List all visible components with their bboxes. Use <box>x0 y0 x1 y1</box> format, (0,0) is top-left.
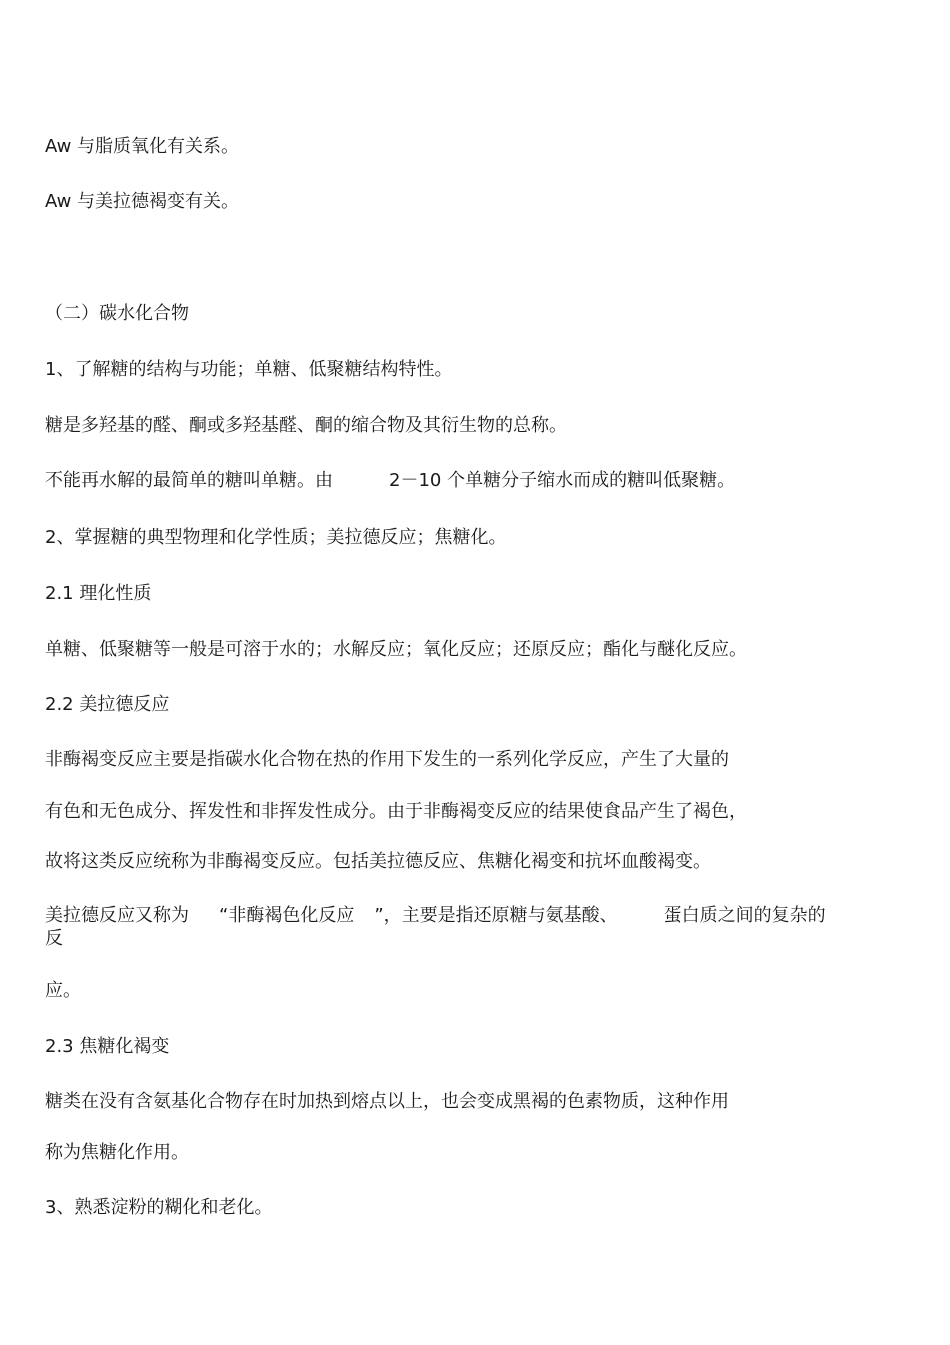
paragraph-nonenzymatic-1: 非酶褐变反应主要是指碳水化合物在热的作用下发生的一系列化学反应，产生了大量的 <box>45 749 729 770</box>
subheading-2-1: 2.1 理化性质 <box>45 583 152 604</box>
maillard-part-c: ”，主要是指还原糖与氨基酸、 <box>374 905 618 926</box>
subheading-2-2: 2.2 美拉德反应 <box>45 694 170 715</box>
paragraph-sugar-definition: 糖是多羟基的醛、酮或多羟基醛、酮的缩合物及其衍生物的总称。 <box>45 415 567 436</box>
section-heading-carbohydrates: （二）碳水化合物 <box>45 303 189 324</box>
paragraph-monosaccharide-definition <box>45 469 735 493</box>
paragraph-maillard-end: 应。 <box>45 980 81 1001</box>
maillard-part-b: “非酶褐色化反应 <box>219 905 355 926</box>
maillard-wrap: 反 <box>45 928 63 949</box>
list-item-3: 3、熟悉淀粉的糊化和老化。 <box>45 1197 273 1218</box>
paragraph-nonenzymatic-3: 故将这类反应统称为非酶褐变反应。包括美拉德反应、焦糖化褐变和抗坏血酸褐变。 <box>45 851 711 872</box>
paragraph-caramel-2: 称为焦糖化作用。 <box>45 1142 189 1163</box>
maillard-part-d: 蛋白质之间的复杂的 <box>663 905 826 926</box>
mono-def-part-b: 2－10 个单糖分子缩水而成的糖叫低聚糖。 <box>389 470 736 491</box>
paragraph-maillard-definition <box>45 904 826 928</box>
subheading-2-3: 2.3 焦糖化褐变 <box>45 1036 170 1057</box>
paragraph-properties: 单糖、低聚糖等一般是可溶于水的；水解反应；氧化反应；还原反应；酯化与醚化反应。 <box>45 639 747 660</box>
paragraph-nonenzymatic-2: 有色和无色成分、挥发性和非挥发性成分。由于非酶褐变反应的结果使食品产生了褐色， <box>45 801 747 822</box>
list-item-2: 2、掌握糖的典型物理和化学性质；美拉德反应；焦糖化。 <box>45 527 507 548</box>
list-item-1: 1、了解糖的结构与功能；单糖、低聚糖结构特性。 <box>45 359 453 380</box>
maillard-part-a: 美拉德反应又称为 <box>45 905 189 926</box>
paragraph-caramel-1: 糖类在没有含氨基化合物存在时加热到熔点以上，也会变成黑褐的色素物质，这种作用 <box>45 1091 729 1112</box>
paragraph-aw-maillard: Aw 与美拉德褐变有关。 <box>45 191 240 212</box>
mono-def-part-a: 不能再水解的最简单的糖叫单糖。由 <box>45 470 333 491</box>
paragraph-aw-lipid: Aw 与脂质氧化有关系。 <box>45 136 240 157</box>
